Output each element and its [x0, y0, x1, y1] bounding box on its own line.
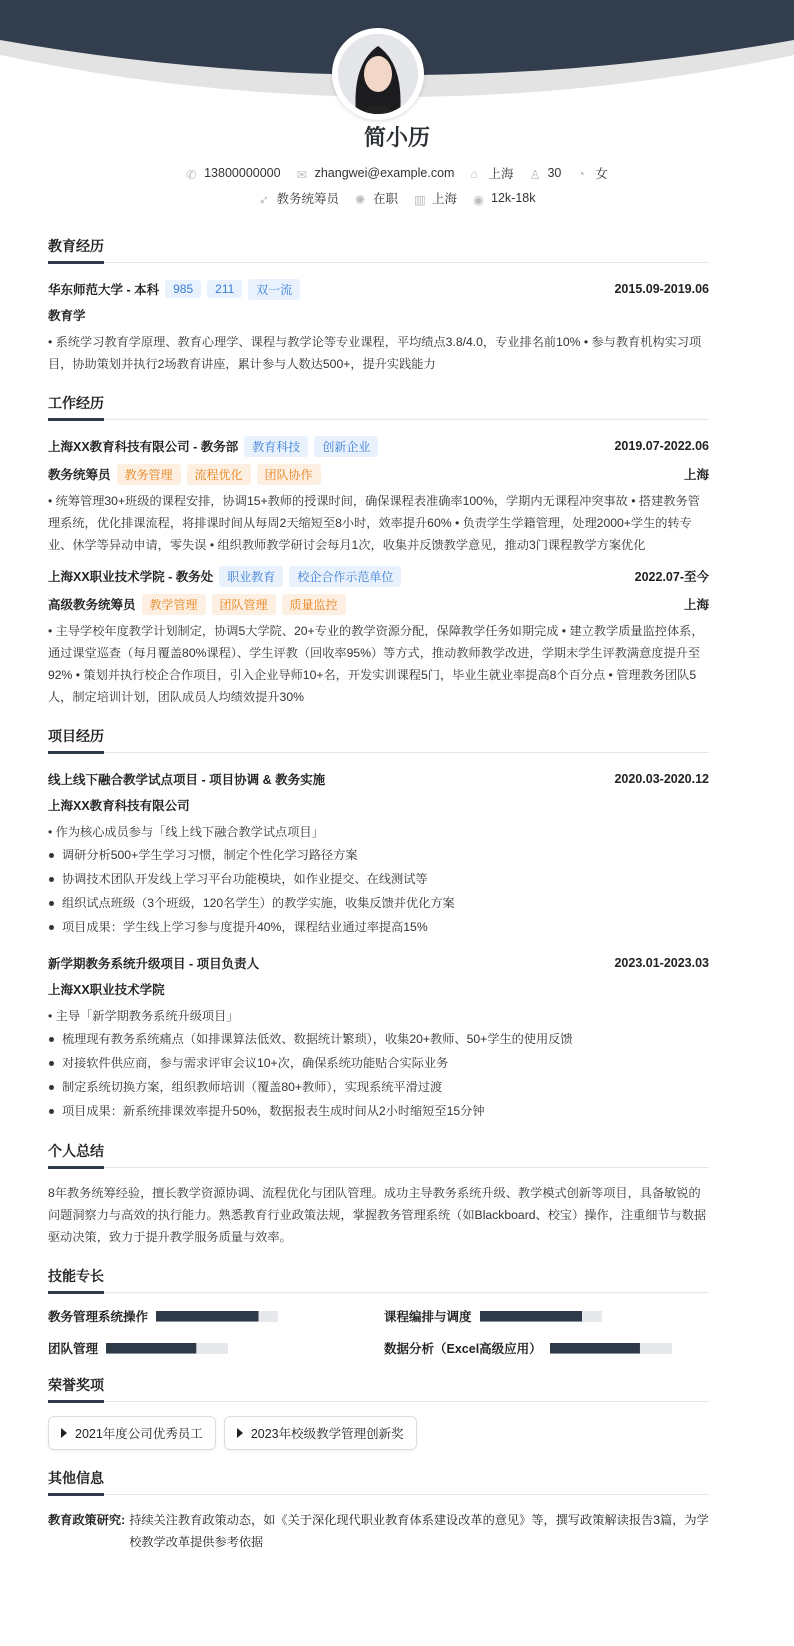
skill-bar [550, 1343, 672, 1354]
tag: 校企合作示范单位 [289, 566, 401, 587]
home-icon: ⌂ [470, 167, 478, 181]
award-label: 2021年度公司优秀员工 [75, 1427, 203, 1441]
section-title: 技能专长 [48, 1266, 709, 1293]
bullet: 制定系统切换方案，组织教师培训（覆盖80+教师），实现系统平滑过渡 [48, 1075, 709, 1099]
status: 在职 [373, 192, 399, 206]
city: 上海 [683, 468, 709, 482]
skill-name: 团队管理 [48, 1342, 99, 1356]
bullet: 组织试点班级（3个班级，120名学生）的教学实施，收集反馈并优化方案 [48, 891, 709, 915]
target-city: 上海 [432, 192, 458, 206]
section-title: 工作经历 [48, 393, 709, 420]
skill-tag: 团队管理 [212, 594, 276, 615]
date: 2015.09-2019.06 [614, 282, 709, 296]
company: 上海XX职业技术学院 - 教务处 [48, 570, 214, 584]
section-title: 其他信息 [48, 1468, 709, 1495]
city: 上海 [683, 598, 709, 612]
triangle-icon [61, 1428, 67, 1438]
description: • 主导学校年度教学计划制定，协调5大学院、20+专业的教学资源分配，保障教学任务如期完成 • 建立教学质量监控体系，通过课堂巡查（每月覆盖80%课程）、学生评教（回收率95%）等方式，推动教师教学改进，学期末学生评教满意度提升至92% • 策划并执行校企合作项目，引入企业导师10+名，开发实训课程5门，毕业生就业率提高8个百分点 • 管理教务团队5人，制定培训计划，团队成员人均绩效提升30% [48, 624, 704, 704]
skill-item [48, 1339, 384, 1357]
email: zhangwei@example.com [314, 166, 455, 180]
skill-bar [480, 1311, 602, 1322]
skill-tag: 质量监控 [282, 594, 346, 615]
skill-bar-fill [156, 1311, 258, 1322]
award-item [48, 1416, 216, 1450]
skill-bar-fill [550, 1343, 640, 1354]
bullet: 项目成果：学生线上学习参与度提升40%，课程结业通过率提高15% [48, 915, 709, 939]
skill-item [384, 1307, 709, 1325]
skill-bar [106, 1343, 228, 1354]
bullet: 调研分析500+学生学习习惯，制定个性化学习路径方案 [48, 843, 709, 867]
section-title: 教育经历 [48, 236, 709, 263]
skill-name: 数据分析（Excel高级应用） [384, 1342, 542, 1356]
education-section [48, 236, 709, 375]
skill-tag: 流程优化 [187, 464, 251, 485]
awards-section [48, 1375, 709, 1450]
projects-section [48, 726, 709, 1123]
skill-bar [156, 1311, 278, 1322]
section-title: 项目经历 [48, 726, 709, 753]
org: 上海XX职业技术学院 [48, 983, 165, 997]
other-text: 持续关注教育政策动态，如《关于深化现代职业教育体系建设改革的意见》等，撰写政策解读报告3篇，为学校教学改革提供参考依据 [129, 1513, 709, 1549]
work-section [48, 393, 709, 708]
skill-bar-fill [106, 1343, 196, 1354]
major: 教育学 [48, 309, 86, 323]
building-icon: ▥ [414, 193, 426, 207]
project-entry [48, 767, 709, 939]
triangle-icon [237, 1428, 243, 1438]
salary: 12k-18k [491, 191, 536, 205]
intro: • 作为核心成员参与「线上线下融合教学试点项目」 [48, 825, 324, 839]
contact-row [0, 164, 794, 182]
tag: 双一流 [248, 279, 300, 300]
skill-tag: 教务管理 [117, 464, 181, 485]
bullet: 梳理现有教务系统痛点（如排课算法低效、数据统计繁琐），收集20+教师、50+学生的使用反馈 [48, 1027, 709, 1051]
role: 高级教务统筹员 [48, 598, 136, 612]
position: 教务统筹员 [276, 192, 339, 206]
date: 2019.07-2022.06 [614, 439, 709, 453]
skills-section [48, 1266, 709, 1357]
intent-row [0, 189, 794, 207]
work-entry [48, 564, 709, 708]
company: 上海XX教育科技有限公司 - 教务部 [48, 440, 239, 454]
skill-tag: 团队协作 [257, 464, 321, 485]
gender-icon: ◔ [577, 167, 585, 181]
tag: 211 [207, 280, 242, 298]
skill-item [384, 1339, 709, 1357]
skill-name: 课程编排与调度 [384, 1310, 472, 1324]
work-entry [48, 434, 709, 556]
age: 30 [547, 166, 562, 180]
description: • 统筹管理30+班级的课程安排，协调15+教师的授课时间，确保课程表准确率100%，学期内无课程冲突事故 • 搭建教务管理系统，优化排课流程，将排课时间从每周2天缩短至8小时，效率提升60% • 负责学生学籍管理，处理2000+学生的转专业、休学等异动申请，零失误 • 组织教师教学研讨会每月1次，收集并反馈教学意见，推动3门课程教学方案优化 [48, 494, 700, 552]
bullet: 项目成果：新系统排课效率提升50%，数据报表生成时间从2小时缩短至15分钟 [48, 1099, 709, 1123]
project-entry [48, 951, 709, 1123]
award-item [224, 1416, 417, 1450]
city: 上海 [488, 167, 514, 181]
tag: 职业教育 [219, 566, 283, 587]
project-title: 新学期教务系统升级项目 - 项目负责人 [48, 957, 260, 971]
summary-section [48, 1141, 709, 1248]
date: 2023.01-2023.03 [614, 956, 709, 970]
skill-name: 教务管理系统操作 [48, 1310, 149, 1324]
tag: 985 [165, 280, 201, 298]
date: 2020.03-2020.12 [614, 772, 709, 786]
tag: 教育科技 [244, 436, 308, 457]
send-icon: ➶ [258, 193, 269, 207]
phone: 13800000000 [204, 166, 281, 180]
skill-bar-fill [480, 1311, 582, 1322]
description: • 系统学习教育学原理、教育心理学、课程与教学论等专业课程，平均绩点3.8/4.0，专业排名前10% • 参与教育机构实习项目，协助策划并执行2场教育讲座，累计参与人数达500+，提升实践能力 [48, 335, 702, 371]
mail-icon: ✉ [296, 168, 308, 182]
other-section [48, 1468, 709, 1553]
school: 华东师范大学 - 本科 [48, 283, 160, 297]
salary-icon: ◉ [473, 193, 484, 207]
age-icon: ♙ [529, 168, 541, 182]
intro: • 主导「新学期教务系统升级项目」 [48, 1009, 239, 1023]
bullet: 对接软件供应商，参与需求评审会议10+次，确保系统功能贴合实际业务 [48, 1051, 709, 1075]
section-title: 个人总结 [48, 1141, 709, 1168]
candidate-name: 简小历 [363, 125, 430, 150]
skill-tag: 教学管理 [142, 594, 206, 615]
bullet: 协调技术团队开发线上学习平台功能模块，如作业提交、在线测试等 [48, 867, 709, 891]
status-icon: ✺ [355, 193, 366, 207]
role: 教务统筹员 [48, 468, 111, 482]
summary-text: 8年教务统筹经验，擅长教学资源协调、流程优化与团队管理。成功主导教务系统升级、教学模式创新等项目，具备敏锐的问题洞察力与高效的执行能力。熟悉教育行业政策法规，掌握教务管理系统（如Blackboard、校宝）操作，注重细节与数据驱动决策，致力于提升教学服务质量与效率。 [48, 1186, 707, 1244]
date: 2022.07-至今 [634, 570, 709, 584]
phone-icon: ✆ [186, 168, 197, 182]
other-label: 教育政策研究: [48, 1513, 126, 1527]
skill-item [48, 1307, 384, 1325]
tag: 创新企业 [314, 436, 378, 457]
org: 上海XX教育科技有限公司 [48, 799, 190, 813]
section-title: 荣誉奖项 [48, 1375, 709, 1402]
gender: 女 [595, 167, 608, 181]
project-title: 线上线下融合教学试点项目 - 项目协调 & 教务实施 [48, 773, 326, 787]
avatar [332, 28, 424, 120]
award-label: 2023年校级教学管理创新奖 [250, 1427, 404, 1441]
